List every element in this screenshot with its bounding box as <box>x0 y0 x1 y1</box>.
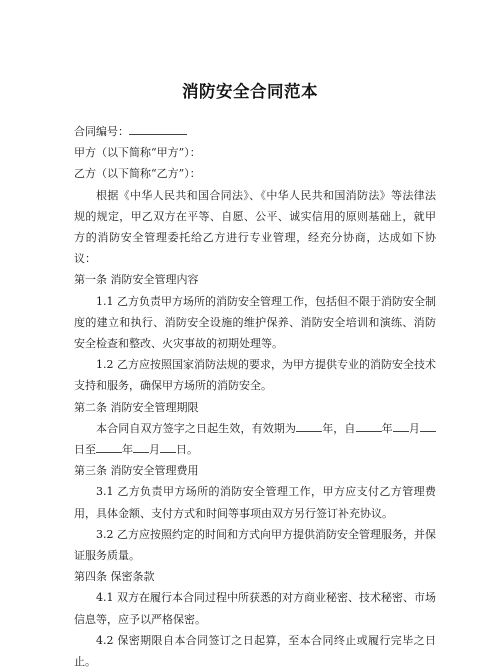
clause-4-1: 4.1 双方在履行本合同过程中所获悉的对方商业秘密、技术秘密、市场信息等，应予以严格保密。 <box>74 591 436 626</box>
term-text-2: 年，自 <box>322 421 356 435</box>
end-month-blank <box>133 440 149 453</box>
term-text-6: 年 <box>122 443 133 457</box>
clause-3-2: 3.2 乙方应按照约定的时间和方式向甲方提供消防安全管理服务，并保证服务质量。 <box>74 527 436 563</box>
term-text-5: 日至 <box>74 443 96 457</box>
term-paragraph <box>74 418 436 460</box>
end-day-blank <box>160 440 176 453</box>
term-years-blank <box>296 419 322 432</box>
start-month-blank <box>393 419 409 432</box>
term-text-8: 日。 <box>176 443 198 457</box>
clause-3-1: 3.1 乙方负责甲方场所的消防安全管理工作，甲方应支付乙方管理费用，具体金额、支付方式和时间等事项由双方另行签订补充协议。 <box>74 485 436 520</box>
term-text-3: 年 <box>381 421 393 435</box>
document-title: 消防安全合同范本 <box>182 82 318 101</box>
preamble-paragraph: 根据《中华人民共和国合同法》、《中华人民共和国消防法》等法律法规的规定，甲乙双方在平等、自愿、公平、诚实信用的原则基础上，就甲方的消防安全管理委托给乙方进行专业管理，经充分协商，达成如下协议： <box>74 188 436 266</box>
contract-number-label: 合同编号： <box>74 125 129 138</box>
party-b-line: 乙方（以下简称“乙方”）： <box>74 167 201 181</box>
article-4-heading: 第四条 保密条款 <box>74 570 155 584</box>
clause-4-2: 4.2 保密期限自本合同签订之日起算，至本合同终止或履行完毕之日止。 <box>74 633 436 669</box>
article-2-heading: 第二条 消防安全管理期限 <box>74 400 199 414</box>
contract-body <box>74 121 436 672</box>
end-year-blank <box>96 440 122 453</box>
contract-number-line <box>74 121 436 142</box>
clause-1-2: 1.2 乙方应按照国家消防法规的要求，为甲方提供专业的消防安全技术支持和服务，确保甲方场所的消防安全。 <box>74 358 436 393</box>
start-year-blank <box>356 419 382 432</box>
term-text-4: 月 <box>408 421 421 435</box>
start-day-blank <box>420 419 436 432</box>
term-text-1: 本合同自双方签字之日起生效，有效期为 <box>96 421 297 435</box>
contract-number-blank <box>129 122 187 135</box>
party-a-line: 甲方（以下简称“甲方”）： <box>74 146 201 160</box>
clause-1-1: 1.1 乙方负责甲方场所的消防安全管理工作，包括但不限于消防安全制度的建立和执行、消防安全设施的维护保养、消防安全培训和演练、消防安全检查和整改、火灾事故的初期处理等。 <box>74 294 436 351</box>
article-1-heading: 第一条 消防安全管理内容 <box>74 273 199 287</box>
term-text-7: 月 <box>149 443 160 457</box>
article-3-heading: 第三条 消防安全管理费用 <box>74 464 199 478</box>
